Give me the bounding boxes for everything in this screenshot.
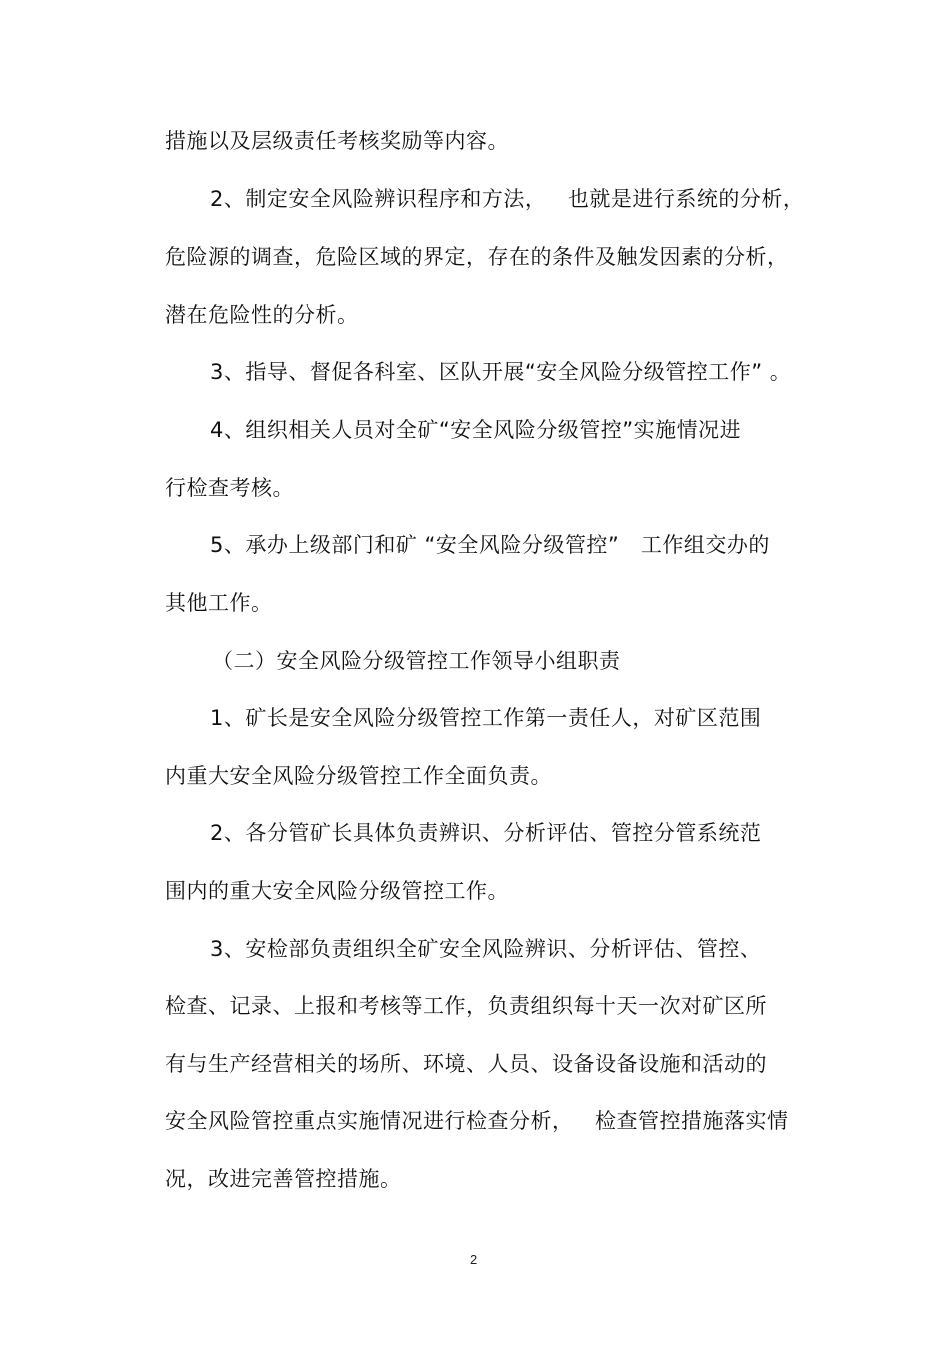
page-number: 2 [470, 1252, 478, 1267]
text-line-11: 1、矿长是安全风险分级管控工作第一责任人，对矿区范围 [210, 706, 762, 730]
text-line-9: 其他工作。 [165, 591, 273, 615]
text-line-8: 5、承办上级部门和矿 “安全风险分级管控” 工作组交办的 [210, 533, 770, 557]
text-line-2: 2、制定安全风险辨识程序和方法， 也就是进行系统的分析， [210, 187, 805, 211]
text-line-19: 况，改进完善管控措施。 [165, 1167, 402, 1191]
text-line-7: 行检查考核。 [165, 476, 294, 500]
text-line-16: 检查、记录、上报和考核等工作，负责组织每十天一次对矿区所 [165, 994, 767, 1018]
text-line-18: 安全风险管控重点实施情况进行检查分析， 检查管控措施落实情 [165, 1109, 789, 1133]
text-line-17: 有与生产经营相关的场所、环境、人员、设备设备设施和活动的 [165, 1052, 767, 1076]
text-line-5: 3、指导、督促各科室、区队开展“安全风险分级管控工作” 。 [210, 360, 792, 384]
text-line-3: 危险源的调查，危险区域的界定，存在的条件及触发因素的分析， [165, 245, 789, 269]
text-line-12: 内重大安全风险分级管控工作全面负责。 [165, 764, 552, 788]
text-line-13: 2、各分管矿长具体负责辨识、分析评估、管控分管系统范 [210, 821, 762, 845]
text-line-4: 潜在危险性的分析。 [165, 303, 359, 327]
text-line-15: 3、安检部负责组织全矿安全风险辨识、分析评估、管控、 [210, 937, 762, 961]
text-line-1: 措施以及层级责任考核奖励等内容。 [165, 129, 509, 153]
section-heading: （二）安全风险分级管控工作领导小组职责 [212, 649, 621, 673]
text-line-14: 围内的重大安全风险分级管控工作。 [165, 879, 509, 903]
text-line-6: 4、组织相关人员对全矿“安全风险分级管控”实施情况进 [210, 418, 742, 442]
